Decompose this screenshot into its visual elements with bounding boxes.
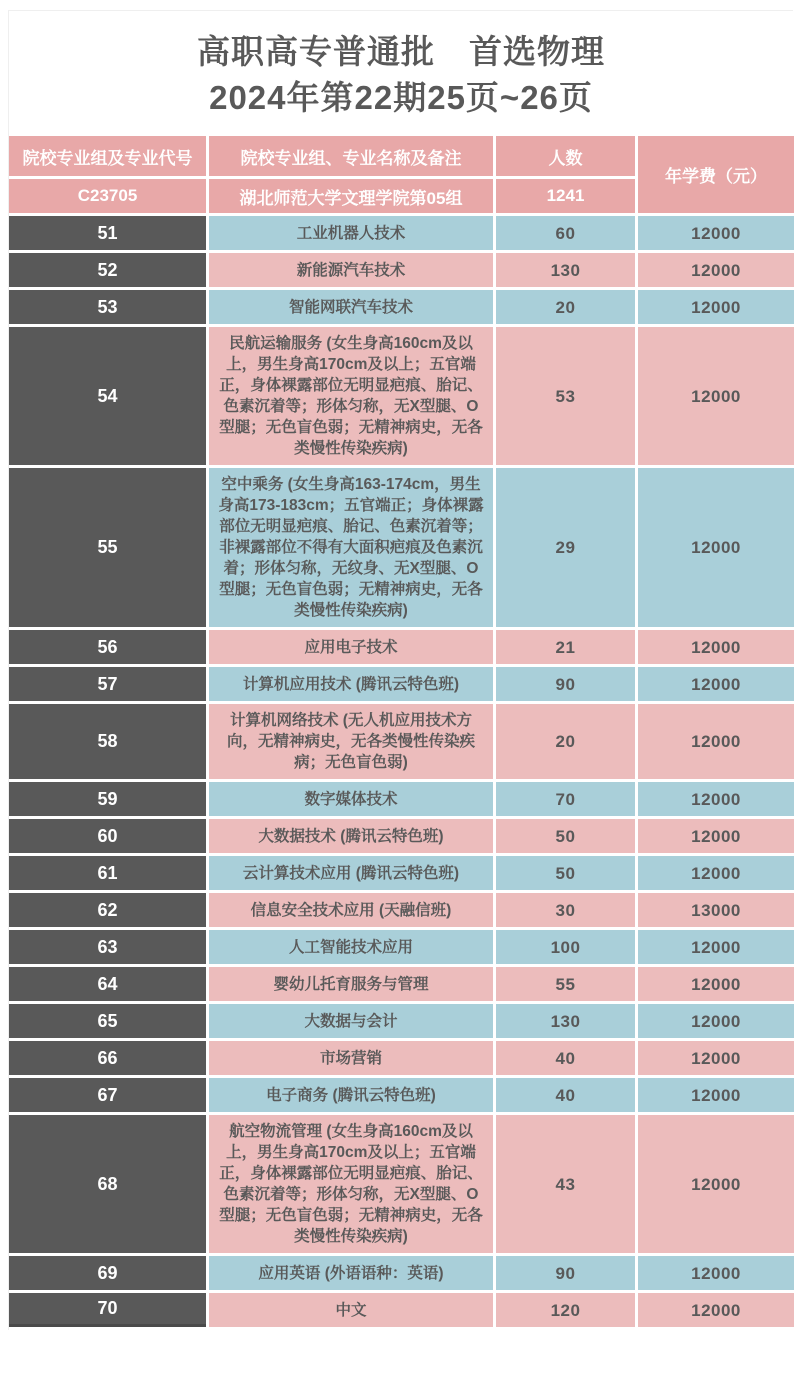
title-line1: 高职高专普通批 首选物理 bbox=[197, 33, 605, 70]
row-major: 电子商务 (腾讯云特色班) bbox=[209, 1078, 493, 1112]
table-row bbox=[9, 1041, 794, 1075]
row-major: 工业机器人技术 bbox=[209, 216, 493, 250]
row-major: 人工智能技术应用 bbox=[209, 930, 493, 964]
row-major: 计算机网络技术 (无人机应用技术方向，无精神病史，无各类慢性传染疾病；无色盲色弱) bbox=[209, 704, 493, 779]
row-count: 130 bbox=[496, 253, 635, 287]
row-fee: 12000 bbox=[638, 667, 794, 701]
group-code: C23705 bbox=[9, 179, 206, 213]
row-fee: 12000 bbox=[638, 327, 794, 465]
row-count: 100 bbox=[496, 930, 635, 964]
row-fee: 12000 bbox=[638, 930, 794, 964]
row-code: 59 bbox=[9, 782, 206, 816]
row-major: 市场营销 bbox=[209, 1041, 493, 1075]
row-fee: 12000 bbox=[638, 468, 794, 627]
header-major: 院校专业组、专业名称及备注 bbox=[209, 136, 493, 176]
row-major: 智能网联汽车技术 bbox=[209, 290, 493, 324]
row-fee: 12000 bbox=[638, 253, 794, 287]
table-row bbox=[9, 819, 794, 853]
row-major: 大数据技术 (腾讯云特色班) bbox=[209, 819, 493, 853]
row-code: 54 bbox=[9, 327, 206, 465]
row-fee: 12000 bbox=[638, 216, 794, 250]
row-code: 56 bbox=[9, 630, 206, 664]
page-title bbox=[9, 11, 793, 133]
row-fee: 12000 bbox=[638, 1293, 794, 1327]
row-fee: 12000 bbox=[638, 290, 794, 324]
table-row bbox=[9, 468, 794, 627]
row-code: 55 bbox=[9, 468, 206, 627]
table-row bbox=[9, 1004, 794, 1038]
row-count: 60 bbox=[496, 216, 635, 250]
row-major: 云计算技术应用 (腾讯云特色班) bbox=[209, 856, 493, 890]
title-line2: 2024年第22期25页~26页 bbox=[209, 79, 593, 116]
row-code: 60 bbox=[9, 819, 206, 853]
table-row bbox=[9, 216, 794, 250]
group-count: 1241 bbox=[496, 179, 635, 213]
table-row bbox=[9, 967, 794, 1001]
row-count: 21 bbox=[496, 630, 635, 664]
row-fee: 12000 bbox=[638, 1078, 794, 1112]
table-row bbox=[9, 1115, 794, 1253]
row-code: 57 bbox=[9, 667, 206, 701]
row-count: 29 bbox=[496, 468, 635, 627]
row-major: 信息安全技术应用 (天融信班) bbox=[209, 893, 493, 927]
row-code: 67 bbox=[9, 1078, 206, 1112]
row-major: 数字媒体技术 bbox=[209, 782, 493, 816]
table-row bbox=[9, 290, 794, 324]
table-row bbox=[9, 630, 794, 664]
row-fee: 12000 bbox=[638, 1041, 794, 1075]
row-count: 40 bbox=[496, 1078, 635, 1112]
row-code: 58 bbox=[9, 704, 206, 779]
table-row bbox=[9, 782, 794, 816]
row-fee: 12000 bbox=[638, 967, 794, 1001]
row-count: 30 bbox=[496, 893, 635, 927]
row-count: 40 bbox=[496, 1041, 635, 1075]
table-row bbox=[9, 667, 794, 701]
table-row bbox=[9, 1293, 794, 1327]
row-fee: 12000 bbox=[638, 1115, 794, 1253]
row-fee: 12000 bbox=[638, 630, 794, 664]
row-fee: 13000 bbox=[638, 893, 794, 927]
table-row bbox=[9, 856, 794, 890]
row-count: 120 bbox=[496, 1293, 635, 1327]
row-code: 62 bbox=[9, 893, 206, 927]
row-major: 应用英语 (外语语种：英语) bbox=[209, 1256, 493, 1290]
row-count: 43 bbox=[496, 1115, 635, 1253]
row-major: 婴幼儿托育服务与管理 bbox=[209, 967, 493, 1001]
row-major: 新能源汽车技术 bbox=[209, 253, 493, 287]
row-fee: 12000 bbox=[638, 1256, 794, 1290]
row-major: 民航运输服务 (女生身高160cm及以上，男生身高170cm及以上；五官端正，身体裸露部位无明显疤痕、胎记、色素沉着等；形体匀称，无X型腿、O型腿；无色盲色弱；无精神病史，无各类慢性传染疾病) bbox=[209, 327, 493, 465]
table-header bbox=[9, 136, 794, 213]
row-major: 计算机应用技术 (腾讯云特色班) bbox=[209, 667, 493, 701]
table-row bbox=[9, 893, 794, 927]
row-count: 90 bbox=[496, 667, 635, 701]
row-code: 64 bbox=[9, 967, 206, 1001]
row-count: 20 bbox=[496, 704, 635, 779]
row-code: 63 bbox=[9, 930, 206, 964]
row-major: 大数据与会计 bbox=[209, 1004, 493, 1038]
row-major: 空中乘务 (女生身高163-174cm，男生身高173-183cm；五官端正；身体裸露部位无明显疤痕、胎记、色素沉着等；非裸露部位不得有大面积疤痕及色素沉着；形体匀称，无纹身、无X型腿、O型腿；无色盲色弱；无精神病史，无各类慢性传染疾病) bbox=[209, 468, 493, 627]
row-count: 20 bbox=[496, 290, 635, 324]
row-fee: 12000 bbox=[638, 704, 794, 779]
table-row bbox=[9, 1078, 794, 1112]
row-code: 69 bbox=[9, 1256, 206, 1290]
row-count: 50 bbox=[496, 856, 635, 890]
row-count: 55 bbox=[496, 967, 635, 1001]
row-fee: 12000 bbox=[638, 856, 794, 890]
row-code: 66 bbox=[9, 1041, 206, 1075]
table-body bbox=[9, 216, 794, 1327]
row-fee: 12000 bbox=[638, 819, 794, 853]
row-code: 61 bbox=[9, 856, 206, 890]
table-row bbox=[9, 704, 794, 779]
row-code: 68 bbox=[9, 1115, 206, 1253]
header-fee: 年学费（元） bbox=[638, 136, 794, 213]
row-code: 53 bbox=[9, 290, 206, 324]
row-code: 65 bbox=[9, 1004, 206, 1038]
row-fee: 12000 bbox=[638, 782, 794, 816]
header-code: 院校专业组及专业代号 bbox=[9, 136, 206, 176]
header-count: 人数 bbox=[496, 136, 635, 176]
row-major: 中文 bbox=[209, 1293, 493, 1327]
sheet bbox=[8, 10, 793, 1330]
row-major: 航空物流管理 (女生身高160cm及以上，男生身高170cm及以上；五官端正，身体裸露部位无明显疤痕、胎记、色素沉着等；形体匀称，无X型腿、O型腿；无色盲色弱；无精神病史，无各类慢性传染疾病) bbox=[209, 1115, 493, 1253]
row-fee: 12000 bbox=[638, 1004, 794, 1038]
group-name: 湖北师范大学文理学院第05组 bbox=[209, 179, 493, 213]
table-row bbox=[9, 1256, 794, 1290]
row-code: 51 bbox=[9, 216, 206, 250]
row-count: 53 bbox=[496, 327, 635, 465]
row-count: 90 bbox=[496, 1256, 635, 1290]
table-row bbox=[9, 253, 794, 287]
table-row bbox=[9, 327, 794, 465]
row-code: 70 bbox=[9, 1293, 206, 1327]
row-count: 70 bbox=[496, 782, 635, 816]
row-major: 应用电子技术 bbox=[209, 630, 493, 664]
row-code: 52 bbox=[9, 253, 206, 287]
header-row bbox=[9, 136, 794, 176]
table-row bbox=[9, 930, 794, 964]
row-count: 50 bbox=[496, 819, 635, 853]
admission-table bbox=[6, 133, 797, 1330]
row-count: 130 bbox=[496, 1004, 635, 1038]
